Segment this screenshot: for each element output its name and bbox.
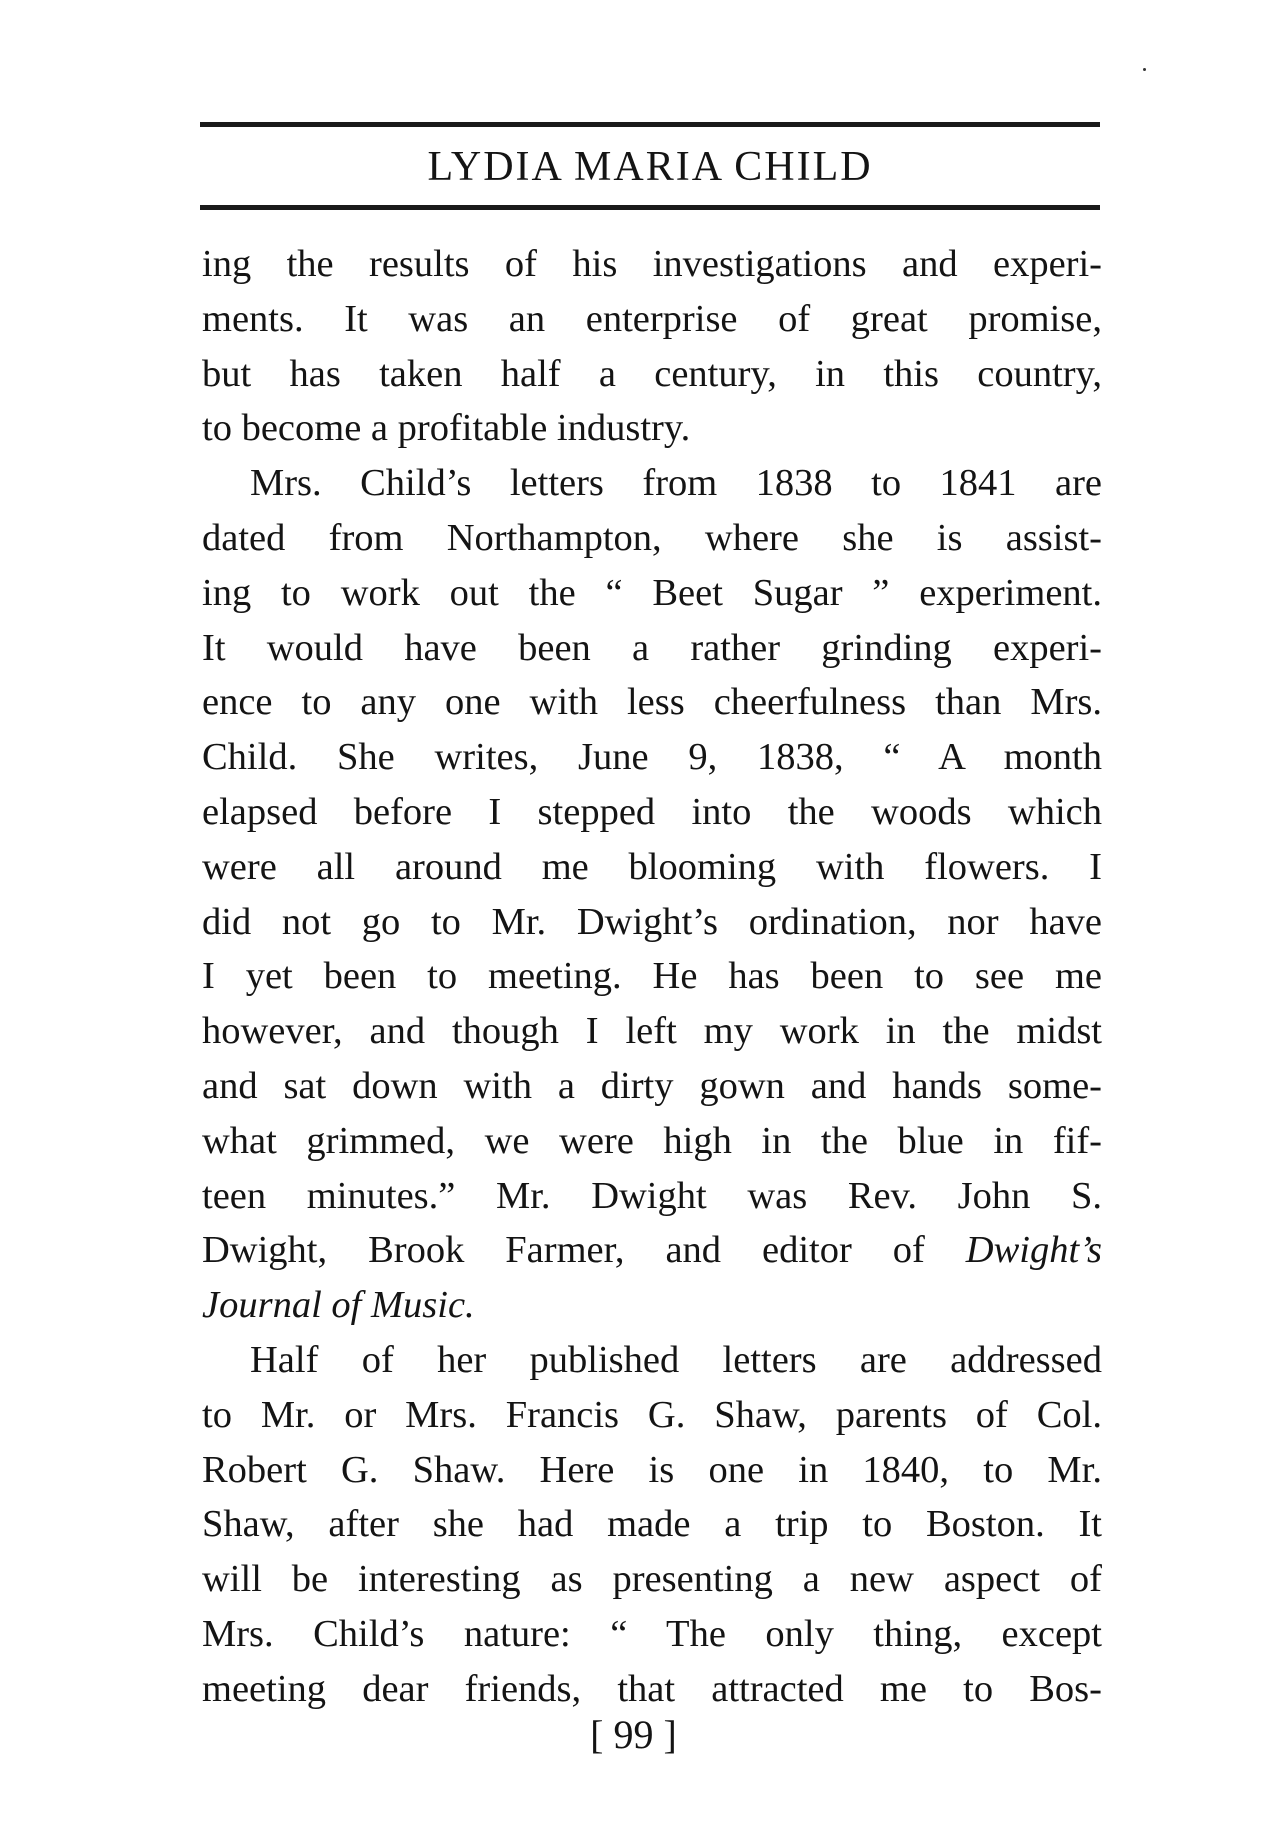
text-line [202, 949, 1102, 1004]
text-line [202, 675, 1102, 730]
italic-title: Journal of Music. [202, 1284, 475, 1327]
text-line-content: what grimmed, we were high in the blue in fif- [202, 1119, 1102, 1162]
text-line [202, 840, 1102, 895]
text-line [202, 621, 1102, 676]
text-line [202, 1278, 1102, 1333]
text-line [202, 292, 1102, 347]
text-line [202, 1004, 1102, 1059]
text-line-content: did not go to Mr. Dwight’s ordination, nor have [202, 900, 1102, 943]
text-line [202, 566, 1102, 621]
text-line-content: Robert G. Shaw. Here is one in 1840, to Mr. [202, 1448, 1102, 1491]
text-line [202, 456, 1102, 511]
text-line [202, 895, 1102, 950]
text-line-content: ments. It was an enterprise of great promise, [202, 297, 1102, 340]
text-line [202, 401, 1102, 456]
header-rule-bottom [200, 205, 1100, 210]
text-line-content: Mrs. Child’s letters from 1838 to 1841 are [250, 462, 1102, 505]
text-line [202, 1662, 1102, 1717]
text-line [202, 730, 1102, 785]
text-line-content: It would have been a rather grinding experi- [202, 626, 1102, 669]
text-line-content: ing the results of his investigations and experi- [202, 243, 1102, 285]
text-line-content: to Mr. or Mrs. Francis G. Shaw, parents of Col. [202, 1393, 1102, 1436]
text-line-content: Shaw, after she had made a trip to Boston. It [202, 1503, 1102, 1546]
text-line-content: elapsed before I stepped into the woods which [202, 790, 1102, 833]
text-line-content: Child. She writes, June 9, 1838, “ A month [202, 736, 1102, 779]
text-line-content: and sat down with a dirty gown and hands some- [202, 1064, 1102, 1107]
text-line-content: however, and though I left my work in the midst [202, 1010, 1102, 1053]
text-line-content: teen minutes.” Mr. Dwight was Rev. John S. [202, 1174, 1102, 1217]
text-line-content: will be interesting as presenting a new aspect of [202, 1558, 1102, 1601]
text-line-content: to become a profitable industry. [202, 407, 691, 450]
text-line [202, 1114, 1102, 1169]
text-line [202, 1607, 1102, 1662]
text-line-content: I yet been to meeting. He has been to see me [202, 955, 1102, 998]
text-line [202, 1223, 1102, 1278]
text-line [202, 347, 1102, 402]
text-line-content: ing to work out the “ Beet Sugar ” experiment. [202, 571, 1102, 614]
body-text [202, 237, 1102, 1717]
page-number: [ 99 ] [590, 1712, 677, 1757]
text-line-content: Dwight, Brook Farmer, and editor of [202, 1229, 966, 1272]
text-line-content: but has taken half a century, in this country, [202, 352, 1102, 395]
text-line-content: Half of her published letters are addressed [250, 1338, 1102, 1381]
header-rule-top [200, 122, 1100, 127]
text-line [202, 1333, 1102, 1388]
text-line-content: dated from Northampton, where she is assist- [202, 516, 1102, 559]
text-line-content: meeting dear friends, that attracted me to Bos- [202, 1667, 1102, 1710]
text-line [202, 1497, 1102, 1552]
text-line-content: ence to any one with less cheerfulness than Mrs. [202, 681, 1102, 724]
text-line [202, 785, 1102, 840]
running-head: LYDIA MARIA CHILD [427, 144, 873, 190]
text-line [202, 511, 1102, 566]
page-header [200, 122, 1100, 210]
text-line [202, 1059, 1102, 1114]
text-line [202, 237, 1102, 292]
text-line-content: were all around me blooming with flowers. I [202, 845, 1102, 888]
text-line-content: Mrs. Child’s nature: “ The only thing, except [202, 1612, 1102, 1655]
text-line [202, 1443, 1102, 1498]
text-line [202, 1388, 1102, 1443]
text-line [202, 1552, 1102, 1607]
italic-title: Dwight’s [965, 1229, 1102, 1272]
text-line [202, 1169, 1102, 1224]
stray-ink-mark [1143, 68, 1146, 71]
